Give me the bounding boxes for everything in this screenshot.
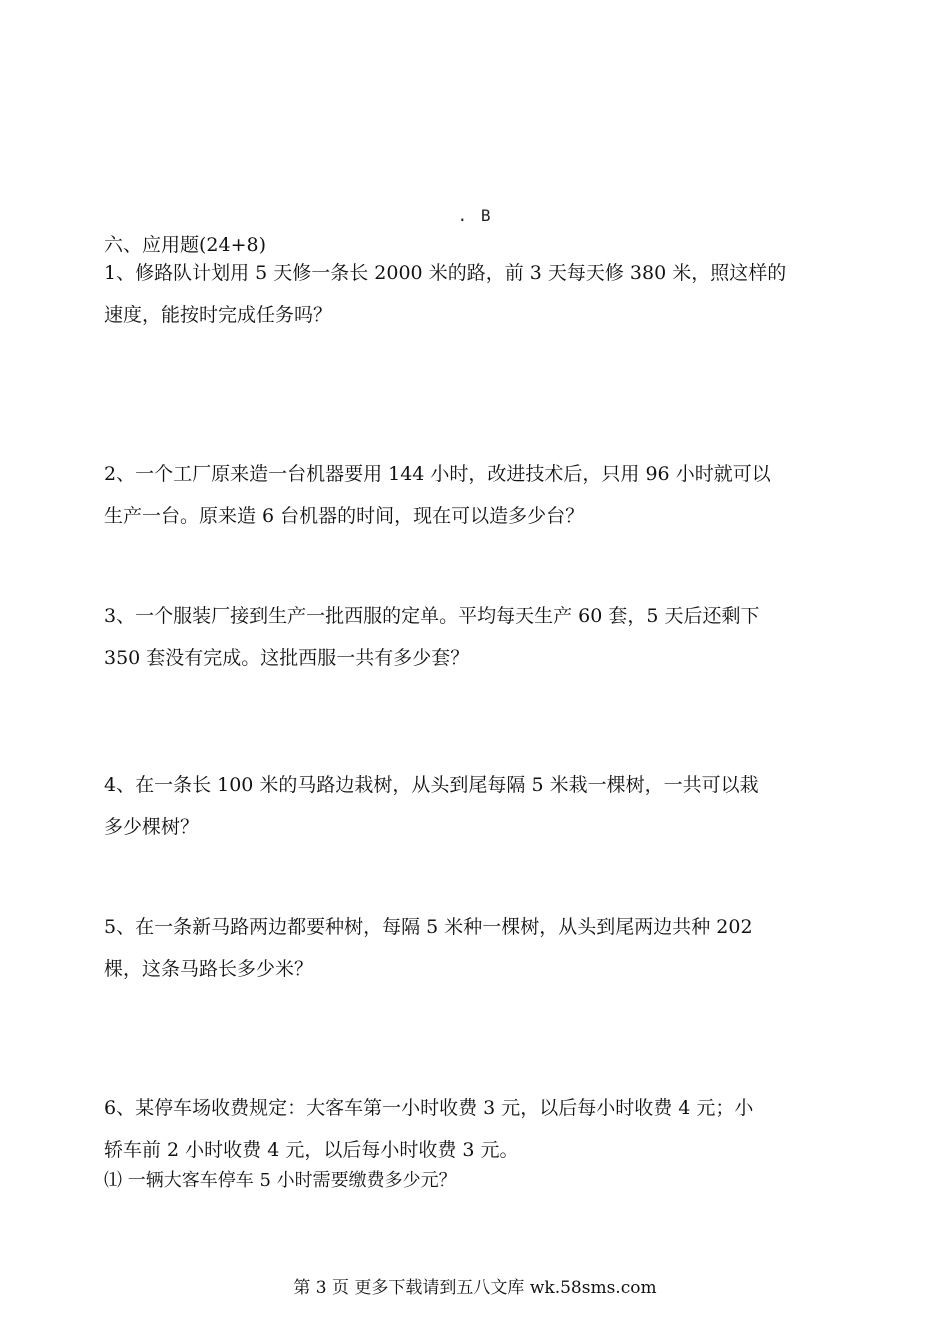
section-title: 六、应用题(24+8) [104, 234, 267, 256]
problem-6 [104, 1087, 848, 1171]
page-footer: 第 3 页 更多下载请到五八文库 wk.58sms.com [293, 1278, 657, 1298]
problem-4-line-2: 多少棵树？ [104, 816, 200, 838]
problem-6-line-1: 6、某停车场收费规定：大客车第一小时收费 3 元，以后每小时收费 4 元；小 [104, 1097, 754, 1119]
problem-1-line-2: 速度，能按时完成任务吗？ [104, 304, 333, 326]
problem-1 [104, 252, 848, 336]
problem-4-line-1: 4、在一条长 100 米的马路边栽树，从头到尾每隔 5 米栽一棵树，一共可以栽 [104, 774, 759, 796]
problem-3-line-1: 3、一个服装厂接到生产一批西服的定单。平均每天生产 60 套，5 天后还剩下 [104, 605, 760, 627]
problem-2 [104, 453, 848, 537]
problem-1-line-1: 1、修路队计划用 5 天修一条长 2000 米的路，前 3 天每天修 380 米，照这样的 [104, 262, 787, 284]
problem-3 [104, 595, 848, 679]
sub-question-1: ⑴ 一辆大客车停车 5 小时需要缴费多少元？ [104, 1170, 457, 1191]
header-mark: . B [457, 206, 493, 225]
problem-4 [104, 764, 848, 848]
problem-2-line-2: 生产一台。原来造 6 台机器的时间，现在可以造多少台？ [104, 505, 585, 527]
problem-6-line-2: 轿车前 2 小时收费 4 元，以后每小时收费 3 元。 [104, 1139, 519, 1161]
problem-2-line-1: 2、一个工厂原来造一台机器要用 144 小时，改进技术后，只用 96 小时就可以 [104, 463, 771, 485]
problem-5 [104, 906, 848, 990]
problem-3-line-2: 350 套没有完成。这批西服一共有多少套？ [104, 647, 470, 669]
problem-5-line-2: 棵，这条马路长多少米？ [104, 958, 314, 980]
problem-5-line-1: 5、在一条新马路两边都要种树，每隔 5 米种一棵树，从头到尾两边共种 202 [104, 916, 753, 938]
